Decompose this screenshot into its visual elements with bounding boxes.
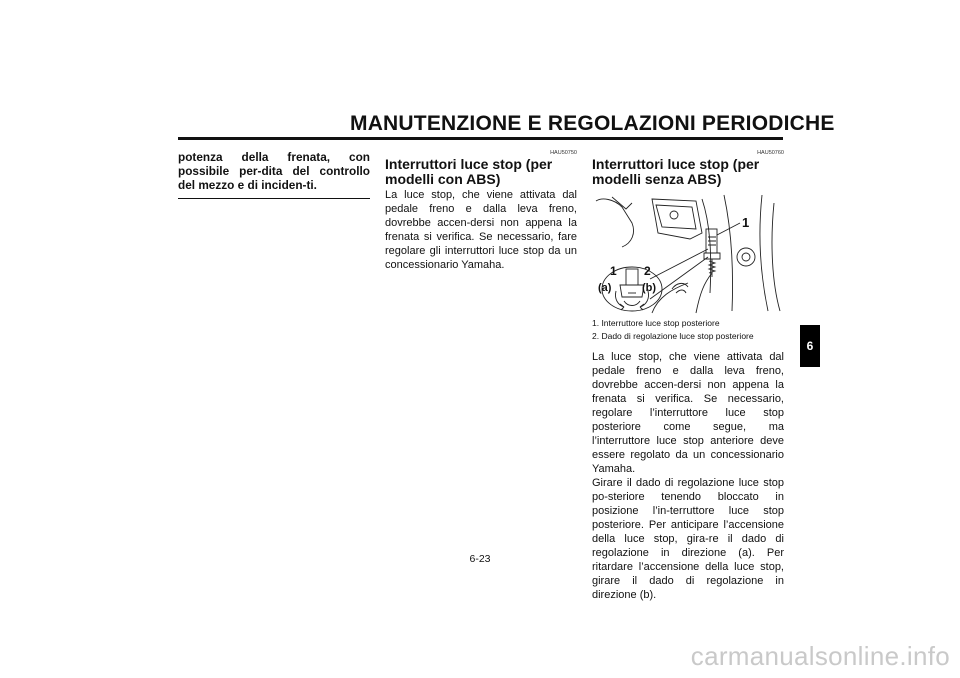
page-number: 6-23	[469, 553, 491, 565]
column-left	[178, 150, 370, 199]
section-body-abs: La luce stop, che viene attivata dal pedale freno e dalla leva freno, dovrebbe accen-dersi non appena la frenata si verifica. Se necessario, fare regolare gli interruttori luce stop da un concessionario Yamaha.	[385, 189, 577, 271]
watermark: carmanualsonline.info	[690, 641, 950, 671]
inset-label-2: 2	[644, 264, 651, 278]
section-code: HAU50760	[757, 150, 784, 156]
warning-continuation: potenza della frenata, con possibile per-dita del controllo del mezzo e di inciden-ti.	[178, 150, 370, 192]
section-heading-no-abs: Interruttori luce stop (per modelli senza ABS)	[592, 156, 760, 187]
brake-switch-illustration	[592, 193, 784, 315]
caption-item: 1. Interruttore luce stop posteriore	[592, 318, 720, 328]
direction-a-label: (a)	[598, 282, 612, 294]
section-code: HAU50750	[550, 150, 577, 156]
section-heading-abs: Interruttori luce stop (per modelli con ABS)	[385, 156, 553, 187]
direction-b-label: (b)	[642, 282, 657, 294]
page-title: MANUTENZIONE E REGOLAZIONI PERIODICHE	[350, 112, 835, 135]
column-right	[592, 150, 784, 602]
callout-1: 1	[742, 215, 750, 230]
header-rule	[178, 137, 783, 140]
inset-label-1: 1	[610, 264, 617, 278]
column-middle	[385, 150, 577, 272]
section-body-no-abs-1: La luce stop, che viene attivata dal pedale freno e dalla leva freno, dovrebbe accen-dersi non appena la frenata si verifica. Se necessario, regolare l’interruttore luce stop posteriore come segue, ma l’interruttore luce stop anteriore deve essere regolato da un concessionario Yamaha.	[592, 351, 784, 475]
warning-end-rule	[178, 198, 370, 199]
caption-item: 2. Dado di regolazione luce stop posteriore	[592, 331, 754, 341]
figure-caption	[592, 317, 784, 343]
section-body-no-abs-2: Girare il dado di regolazione luce stop po-steriore tenendo bloccato in posizione l’in-terruttore luce stop posteriore. Per anticipare l’accensione della luce stop, gira-re il dado di regolazione in direzione (a). Per ritardare l’accensione della luce stop, girare il dado di regolazione in direzione (b).	[592, 477, 784, 601]
chapter-tab: 6	[800, 325, 820, 367]
